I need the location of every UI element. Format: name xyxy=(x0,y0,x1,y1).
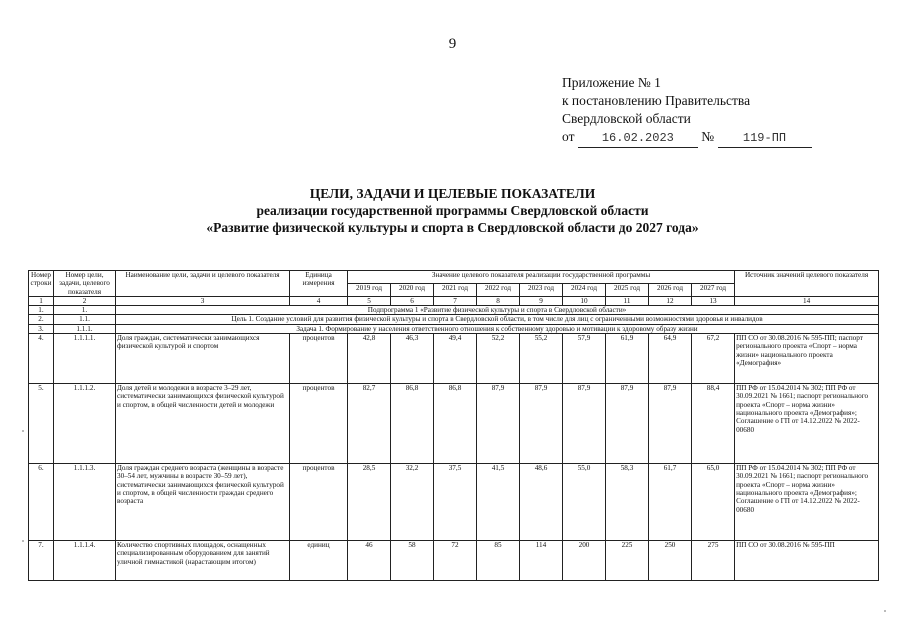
indicator-value: 28,5 xyxy=(348,464,391,541)
column-number: 4 xyxy=(290,296,348,305)
indicator-value: 87,9 xyxy=(477,384,520,464)
appendix-line-3: Свердловской области xyxy=(562,111,691,126)
number-label: № xyxy=(701,129,715,144)
section-text: Подпрограмма 1 «Развитие физической культуры и спорта в Свердловской области» xyxy=(116,306,879,315)
section-text: Цель 1. Создание условий для развития физической культуры и спорта в Свердловской области, в том числе для лиц с ограниченными возможностями здоровья и инвалидов xyxy=(116,315,879,324)
indicator-code: 1.1.1.1. xyxy=(54,334,116,384)
column-number: 14 xyxy=(735,296,879,305)
row-number: 7. xyxy=(29,541,54,581)
indicator-unit: процентов xyxy=(290,464,348,541)
indicator-name: Доля граждан среднего возраста (женщины в возрасте 30–54 лет, мужчины в возрасте 30–59 лет), систематически занимающихся физической культурой и спортом, в общей численности граждан среднего возраста xyxy=(116,464,290,541)
indicator-value: 58,3 xyxy=(606,464,649,541)
header-year: 2019 год xyxy=(348,283,391,296)
header-year: 2024 год xyxy=(563,283,606,296)
header-row-1 xyxy=(29,271,879,284)
indicator-value: 46 xyxy=(348,541,391,581)
indicator-name: Количество спортивных площадок, оснащенных специализированным оборудованием для занятий уличной гимнастикой (нарастающим итогом) xyxy=(116,541,290,581)
column-number: 10 xyxy=(563,296,606,305)
indicator-value: 57,9 xyxy=(563,334,606,384)
header-source: Источник значений целевого показателя xyxy=(735,271,879,297)
indicator-source: ПП РФ от 15.04.2014 № 302; ПП РФ от 30.09.2021 № 1661; паспорт регионального проекта «Спорт – норма жизни» национального проекта «Демография»; Соглашение о ГП от 14.12.2022 № 2022-00680 xyxy=(735,464,879,541)
indicator-value: 49,4 xyxy=(434,334,477,384)
column-number: 5 xyxy=(348,296,391,305)
header-year: 2027 год xyxy=(692,283,735,296)
row-number: 6. xyxy=(29,464,54,541)
indicator-value: 88,4 xyxy=(692,384,735,464)
header-unit: Единица измерения xyxy=(290,271,348,297)
indicator-value: 200 xyxy=(563,541,606,581)
table-row xyxy=(29,464,879,541)
scan-speck xyxy=(22,540,24,542)
indicator-unit: процентов xyxy=(290,384,348,464)
goal-code: 1.1.1. xyxy=(54,324,116,333)
title-line-2: реализации государственной программы Свердловской области xyxy=(256,203,649,218)
column-number: 12 xyxy=(649,296,692,305)
indicator-value: 87,9 xyxy=(606,384,649,464)
header-year: 2022 год xyxy=(477,283,520,296)
row-number: 2. xyxy=(29,315,54,324)
page-number: 9 xyxy=(448,36,457,52)
header-goal-no: Номер цели, задачи, целевого показателя xyxy=(54,271,116,297)
appendix-block xyxy=(562,74,812,148)
indicator-value: 55,2 xyxy=(520,334,563,384)
indicator-value: 64,9 xyxy=(649,334,692,384)
indicator-value: 37,5 xyxy=(434,464,477,541)
from-label: от xyxy=(562,129,575,144)
column-number: 13 xyxy=(692,296,735,305)
document-title xyxy=(0,185,905,236)
indicator-value: 85 xyxy=(477,541,520,581)
indicator-value: 86,8 xyxy=(434,384,477,464)
row-number: 4. xyxy=(29,334,54,384)
appendix-line-1: Приложение № 1 xyxy=(562,75,661,90)
indicator-value: 87,9 xyxy=(649,384,692,464)
indicator-value: 65,0 xyxy=(692,464,735,541)
section-row xyxy=(29,306,879,315)
indicator-value: 42,8 xyxy=(348,334,391,384)
appendix-line-2: к постановлению Правительства xyxy=(562,93,751,108)
column-number: 1 xyxy=(29,296,54,305)
title-line-1: ЦЕЛИ, ЗАДАЧИ И ЦЕЛЕВЫЕ ПОКАЗАТЕЛИ xyxy=(309,186,596,201)
column-numbers-row xyxy=(29,296,879,305)
table-row xyxy=(29,384,879,464)
column-number: 3 xyxy=(116,296,290,305)
table-row xyxy=(29,334,879,384)
row-number: 3. xyxy=(29,324,54,333)
column-number: 6 xyxy=(391,296,434,305)
indicator-value: 48,6 xyxy=(520,464,563,541)
indicator-source: ПП СО от 30.08.2016 № 595-ПП; паспорт регионального проекта «Спорт – норма жизни» национального проекта «Демография» xyxy=(735,334,879,384)
indicator-value: 55,0 xyxy=(563,464,606,541)
section-text: Задача 1. Формирование у населения ответственного отношения к собственному здоровью и мотивации к здоровому образу жизни xyxy=(116,324,879,333)
resolution-number: 119-ПП xyxy=(718,129,812,148)
indicator-source: ПП РФ от 15.04.2014 № 302; ПП РФ от 30.09.2021 № 1661; паспорт регионального проекта «Спорт – норма жизни» национального проекта «Демография»; Соглашение о ГП от 14.12.2022 № 2022-00680 xyxy=(735,384,879,464)
header-year: 2026 год xyxy=(649,283,692,296)
header-year: 2020 год xyxy=(391,283,434,296)
indicator-unit: процентов xyxy=(290,334,348,384)
indicator-value: 46,3 xyxy=(391,334,434,384)
indicator-value: 114 xyxy=(520,541,563,581)
header-row-no: Номер строки xyxy=(29,271,54,297)
resolution-date: 16.02.2023 xyxy=(578,129,698,148)
column-number: 2 xyxy=(54,296,116,305)
scan-speck xyxy=(884,610,886,612)
indicator-value: 58 xyxy=(391,541,434,581)
indicator-code: 1.1.1.3. xyxy=(54,464,116,541)
indicator-unit: единиц xyxy=(290,541,348,581)
indicator-value: 82,7 xyxy=(348,384,391,464)
indicator-value: 32,2 xyxy=(391,464,434,541)
table-row xyxy=(29,541,879,581)
section-row xyxy=(29,315,879,324)
indicator-value: 86,8 xyxy=(391,384,434,464)
indicator-value: 250 xyxy=(649,541,692,581)
appendix-date-line xyxy=(562,128,812,148)
column-number: 9 xyxy=(520,296,563,305)
indicator-value: 61,9 xyxy=(606,334,649,384)
column-number: 7 xyxy=(434,296,477,305)
column-number: 11 xyxy=(606,296,649,305)
header-name: Наименование цели, задачи и целевого показателя xyxy=(116,271,290,297)
title-line-3: «Развитие физической культуры и спорта в Свердловской области до 2027 года» xyxy=(206,220,699,235)
indicator-value: 61,7 xyxy=(649,464,692,541)
indicator-value: 41,5 xyxy=(477,464,520,541)
header-year: 2021 год xyxy=(434,283,477,296)
indicators-table xyxy=(28,270,879,581)
indicator-code: 1.1.1.4. xyxy=(54,541,116,581)
indicator-source: ПП СО от 30.08.2016 № 595-ПП xyxy=(735,541,879,581)
goal-code: 1.1. xyxy=(54,315,116,324)
scan-speck xyxy=(22,430,24,432)
indicator-value: 67,2 xyxy=(692,334,735,384)
indicator-value: 52,2 xyxy=(477,334,520,384)
row-number: 1. xyxy=(29,306,54,315)
column-number: 8 xyxy=(477,296,520,305)
indicator-name: Доля детей и молодежи в возрасте 3–29 лет, систематически занимающихся физической культурой и спортом, в общей численности детей и молодежи xyxy=(116,384,290,464)
indicator-value: 225 xyxy=(606,541,649,581)
section-row xyxy=(29,324,879,333)
indicator-value: 87,9 xyxy=(520,384,563,464)
row-number: 5. xyxy=(29,384,54,464)
header-values-group: Значение целевого показателя реализации государственной программы xyxy=(348,271,735,284)
header-year: 2023 год xyxy=(520,283,563,296)
indicator-value: 72 xyxy=(434,541,477,581)
indicator-value: 87,9 xyxy=(563,384,606,464)
goal-code: 1. xyxy=(54,306,116,315)
indicator-code: 1.1.1.2. xyxy=(54,384,116,464)
indicator-value: 275 xyxy=(692,541,735,581)
indicator-name: Доля граждан, систематически занимающихся физической культурой и спортом xyxy=(116,334,290,384)
header-year: 2025 год xyxy=(606,283,649,296)
